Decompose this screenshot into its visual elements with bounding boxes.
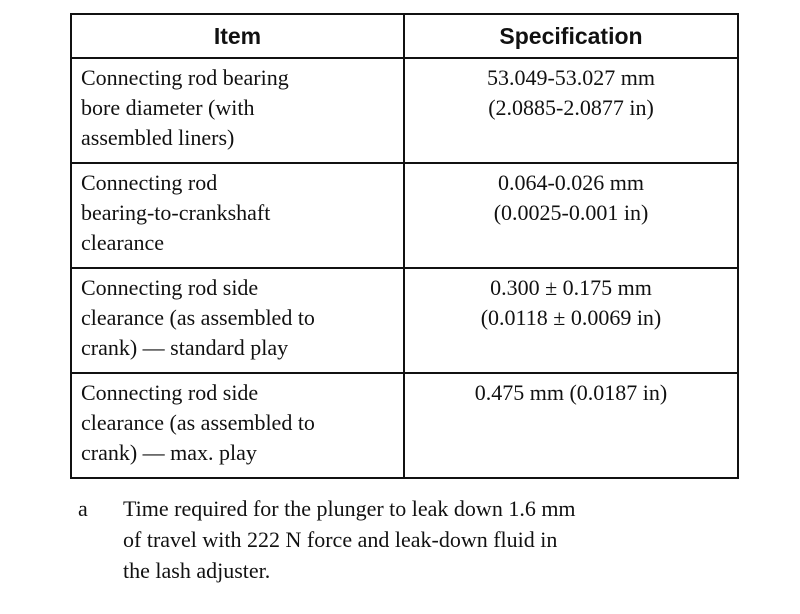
item-text-line: clearance (as assembled to: [81, 410, 315, 435]
item-text-line: bore diameter (with: [81, 95, 255, 120]
item-cell: [71, 163, 404, 268]
item-text-line: crank) — max. play: [81, 440, 257, 465]
header-specification: Specification: [404, 14, 738, 58]
item-text-line: Connecting rod: [81, 170, 218, 195]
item-text-line: crank) — standard play: [81, 335, 289, 360]
item-cell: [71, 373, 404, 478]
spec-text-line: 0.064-0.026 mm: [497, 170, 645, 195]
header-item: Item: [71, 14, 404, 58]
table-row: [71, 268, 738, 373]
spec-text-line: 0.475 mm (0.0187 in): [474, 380, 668, 405]
item-text-line: clearance (as assembled to: [81, 305, 315, 330]
item-cell: [71, 268, 404, 373]
item-text-line: Connecting rod bearing: [81, 65, 289, 90]
specification-cell: [404, 58, 738, 163]
table-row: [71, 163, 738, 268]
footnote-line: Time required for the plunger to leak down 1.6 mm: [123, 496, 576, 521]
item-cell: [71, 58, 404, 163]
spec-text-line: (0.0025-0.001 in): [493, 200, 649, 225]
table-header-row: [71, 14, 738, 58]
spec-text-line: 0.300 ± 0.175 mm: [490, 275, 652, 300]
spec-text-line: (2.0885-2.0877 in): [488, 95, 654, 120]
specification-cell: [404, 268, 738, 373]
spec-text-line: (0.0118 ± 0.0069 in): [480, 305, 662, 330]
specification-table: [70, 13, 739, 479]
item-text-line: clearance: [81, 230, 165, 255]
footnote-line: the lash adjuster.: [123, 558, 271, 583]
footnote-text: [123, 493, 576, 586]
specification-cell: [404, 163, 738, 268]
item-text-line: Connecting rod side: [81, 380, 259, 405]
item-text-line: bearing-to-crankshaft: [81, 200, 271, 225]
item-text-line: assembled liners): [81, 125, 235, 150]
footnote-line: of travel with 222 N force and leak-down fluid in: [123, 527, 558, 552]
spec-text-line: 53.049-53.027 mm: [486, 65, 656, 90]
specification-cell: [404, 373, 738, 478]
table-row: [71, 58, 738, 163]
table-row: [71, 373, 738, 478]
item-text-line: Connecting rod side: [81, 275, 259, 300]
footnote-marker: a: [78, 496, 88, 521]
